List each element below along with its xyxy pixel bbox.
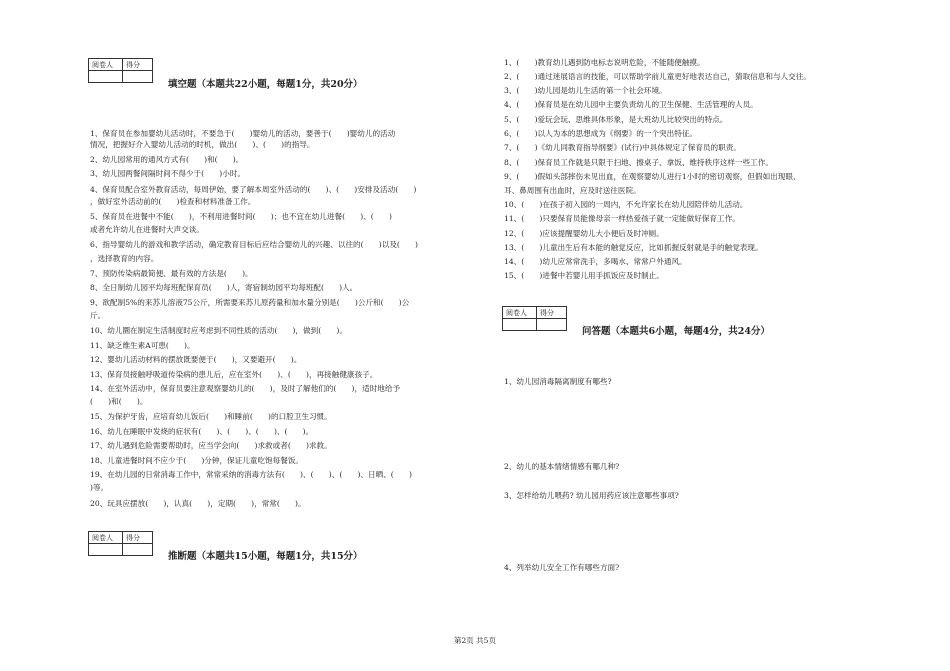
judge-line: 2、( )通过迷展语言的技能，可以帮助学前儿童更好地表达自己，猜取信息和与人交往。 xyxy=(504,72,811,81)
fill-line: 12、婴幼儿活动材料的摆放既要便于( )，又要避开( )。 xyxy=(90,355,302,364)
fill-line: 3、幼儿园两餐间隔时间不得少于( )小时。 xyxy=(90,169,246,178)
fill-line: 7、预防传染病最简便、最有效的方法是( )。 xyxy=(90,269,253,278)
fill-line: 1、保育员在参加婴幼儿活动时，不要急于( )婴幼儿的活动，要善于( )婴幼儿的活动 xyxy=(90,129,396,138)
grader-cell[interactable] xyxy=(89,544,123,556)
fill-line: 14、在室外活动中，保育员要注意观察婴幼儿的( )，及时了解他们的( )，适时地给予 xyxy=(90,384,401,393)
fill-line: ( )和( )。 xyxy=(90,397,148,406)
score-box-qa xyxy=(502,306,567,331)
section-title-fill: 填空题（本题共22小题，每题1分，共20分） xyxy=(168,79,363,90)
section-title-judge: 推断题（本题共15小题，每题1分，共15分） xyxy=(168,551,363,562)
fill-line: 情况，把握好介入婴幼儿活动的时机，做出( )、( )的指导。 xyxy=(90,140,315,149)
judge-line: 15、( )进餐中若婴儿用手抓饭应及时制止。 xyxy=(504,271,664,280)
grader-label: 阅卷人 xyxy=(89,59,123,71)
fill-line: 10、幼儿圜在制定生活制度时应考虑到不同性质的活动( )，做到( )。 xyxy=(90,326,347,335)
fill-line: 20、玩具应摆放( )，认真( )，定期( )，常常( )。 xyxy=(90,499,306,508)
qa-question: 1、幼儿园消毒隔离制度有哪些? xyxy=(504,377,612,386)
page-number: 第2页 共5页 xyxy=(454,636,496,645)
qa-question: 2、幼儿的基本情绪情感有哪几种? xyxy=(504,462,620,471)
fill-line: 9、欲配制5%的来苏儿溶液75公斤，所需要来苏儿原药量和加水量分别是( )公斤和( )公 xyxy=(90,298,410,307)
judge-line: 11、( )只要保育员能像母亲一样热爱孩子就一定能做好保育工作。 xyxy=(504,214,740,223)
fill-line: 17、幼儿遇到危险需要帮助时，应当学会向( )求救或者( )求救。 xyxy=(90,441,332,450)
fill-line: 斤。 xyxy=(90,311,106,320)
judge-line: 耳、鼻周围有出血时，应及时送往医院。 xyxy=(504,186,641,195)
judge-line: 10、( )在孩子初入园的一周内，不允许家长在幼儿园陪伴幼儿活动。 xyxy=(504,200,748,209)
fill-line: 5、保育员在进餐中不能( )，不利用进餐时间( )；也不宜在幼儿进餐( )、( ) xyxy=(90,212,392,221)
score-label: 得分 xyxy=(537,307,567,319)
fill-line: 11、缺乏维生素A可患( )。 xyxy=(90,341,195,350)
score-cell[interactable] xyxy=(537,319,567,331)
score-label: 得分 xyxy=(123,59,153,71)
judge-line: 1、( )教育幼儿遇到防电标志说明危险，不能随便触摸。 xyxy=(504,58,705,67)
fill-line: ，做好室外活动前的( )检查和材料准备工作。 xyxy=(90,197,256,206)
fill-line: 13、保育员接触呼吸道传染病的患儿后，应在室外( )、( )，再接触健康孩子。 xyxy=(90,370,378,379)
grader-cell[interactable] xyxy=(89,71,123,83)
grader-cell[interactable] xyxy=(503,319,537,331)
fill-line: 4、保育员配合室外教育活动，每周伊始，要了解本周室外活动的( )、( )安排及活动( ) xyxy=(90,185,417,194)
grader-label: 阅卷人 xyxy=(89,532,123,544)
judge-line: 3、( )幼儿园是幼儿生活的第一个社会环境。 xyxy=(504,86,667,95)
score-box-fill xyxy=(88,58,153,83)
judge-line: 6、( )以人为本的思想成为《纲要》的一个突出特征。 xyxy=(504,129,698,138)
score-label: 得分 xyxy=(123,532,153,544)
fill-line: 19、在幼儿园的日常消毒工作中，常常采纳的消毒方法有( )、( )、( )、日晒、( ) xyxy=(90,470,412,479)
fill-line: 15、为保护牙齿，应培育幼儿饭后( )和睡前( )的口腔卫生习惯。 xyxy=(90,412,332,421)
judge-line: 5、( )爱玩会玩、思维具体形象，是大班幼儿比较突出的特点。 xyxy=(504,115,728,124)
fill-line: 或者允许幼儿在进餐时大声交谈。 xyxy=(90,225,204,234)
score-box-judge xyxy=(88,531,153,556)
judge-line: 13、( )儿童出生后有本能的触觉反应，比如抓握反射就是手的触觉表现。 xyxy=(504,243,763,252)
fill-line: 8、全日制幼儿园平均每班配保育员( )人，寄宿制幼园平均每班配( )人。 xyxy=(90,283,358,292)
judge-line: 14、( )幼儿应常常洗手，多喝水、常常户外通风。 xyxy=(504,257,687,266)
score-cell[interactable] xyxy=(123,71,153,83)
judge-line: 8、( )保育员工作就是只限于扫地、擦桌子、拿饭、维持秩序这样一些工作。 xyxy=(504,158,773,167)
qa-question: 4、列举幼儿安全工作有哪些方面? xyxy=(504,563,620,572)
score-cell[interactable] xyxy=(123,544,153,556)
fill-line: 16、幼儿在睡眠中发烧的症状有( )、( )、( )、( )。 xyxy=(90,427,314,436)
grader-label: 阅卷人 xyxy=(503,307,537,319)
fill-line: 2、幼儿园常用的通风方式有( )和( )。 xyxy=(90,155,244,164)
judge-line: 12、( )应该提醒婴幼儿大小便后及时冲厕。 xyxy=(504,229,664,238)
judge-line: 9、( )假如头部摔伤未见出血，在观察婴幼儿进行1小时的密切观察，但假如出现眼、 xyxy=(504,172,801,181)
fill-line: ，选择教育的内容。 xyxy=(90,254,159,263)
fill-line: 18、儿童进餐时间不应少于( )分钟，保证儿童吃饱每餐饭。 xyxy=(90,456,304,465)
judge-line: 4、( )保育员是在幼儿园中主要负责幼儿的卫生保健、生活管理的人员。 xyxy=(504,100,758,109)
section-title-qa: 问答题（本题共6小题，每题4分，共24分） xyxy=(582,326,770,337)
judge-line: 7、( )《幼儿同教育指导纲要》(试行)中具体规定了保育员的职责。 xyxy=(504,143,741,152)
fill-line: )等。 xyxy=(90,483,109,492)
qa-question: 3、怎样给幼儿喂药? 幼儿园用药应该注意哪些事项? xyxy=(504,491,679,500)
fill-line: 6、指导婴幼儿的游戏和教学活动，确定教育目标后应结合婴幼儿的兴趣、以往的( )以及( ) xyxy=(90,240,419,249)
